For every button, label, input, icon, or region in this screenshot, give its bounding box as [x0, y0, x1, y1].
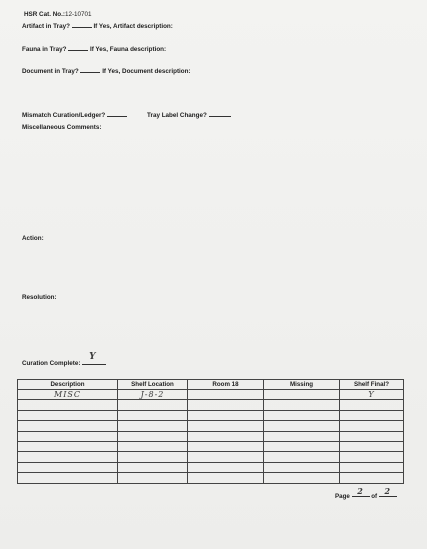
cell-room-18[interactable]	[188, 400, 264, 410]
cell-shelf-location[interactable]	[118, 410, 188, 420]
action-label: Action:	[22, 235, 44, 242]
curation-complete-row	[22, 352, 106, 367]
document-row	[22, 66, 191, 75]
cell-description[interactable]	[18, 431, 118, 441]
artifact-row	[22, 21, 173, 30]
cell-missing[interactable]	[264, 473, 340, 483]
cell-shelf-final[interactable]: Y	[340, 390, 404, 400]
total-pages: 2	[384, 486, 392, 496]
cell-shelf-final[interactable]	[340, 452, 404, 462]
cell-room-18[interactable]	[188, 473, 264, 483]
header-missing: Missing	[264, 380, 340, 390]
fauna-blank[interactable]	[68, 44, 88, 51]
fauna-label: Fauna in Tray?	[22, 46, 67, 53]
cell-description[interactable]	[18, 421, 118, 431]
cell-description[interactable]	[18, 441, 118, 451]
cell-description[interactable]	[18, 462, 118, 472]
tray-label-blank[interactable]	[209, 110, 231, 117]
of-field[interactable]	[379, 486, 397, 497]
document-label: Document in Tray?	[22, 68, 79, 75]
header-shelf-location: Shelf Location	[118, 380, 188, 390]
table-row	[18, 400, 404, 410]
catalog-value: 12-10701	[64, 11, 92, 18]
mismatch-row	[22, 110, 127, 119]
fauna-desc-label: If Yes, Fauna description:	[89, 46, 167, 53]
table-row	[18, 431, 404, 441]
cell-shelf-final[interactable]	[340, 421, 404, 431]
cell-missing[interactable]	[264, 400, 340, 410]
header-description: Description	[18, 380, 118, 390]
cell-missing[interactable]	[264, 390, 340, 400]
catalog-number	[24, 11, 92, 18]
cell-description[interactable]	[18, 410, 118, 420]
table-header-row	[18, 380, 404, 390]
table-row	[18, 421, 404, 431]
header-shelf-final: Shelf Final?	[340, 380, 404, 390]
cell-description[interactable]	[18, 400, 118, 410]
cell-shelf-final[interactable]	[340, 473, 404, 483]
cell-missing[interactable]	[264, 462, 340, 472]
cell-shelf-location[interactable]	[118, 473, 188, 483]
curation-complete-field[interactable]	[82, 352, 106, 365]
tray-label-label: Tray Label Change?	[147, 112, 207, 119]
artifact-label: Artifact in Tray?	[22, 23, 70, 30]
cell-missing[interactable]	[264, 452, 340, 462]
cell-shelf-final[interactable]	[340, 431, 404, 441]
cell-missing[interactable]	[264, 441, 340, 451]
cell-room-18[interactable]	[188, 452, 264, 462]
cell-shelf-location[interactable]	[118, 452, 188, 462]
page-footer	[335, 486, 397, 500]
table-body	[18, 390, 404, 484]
header-room-18: Room 18	[188, 380, 264, 390]
cell-room-18[interactable]	[188, 390, 264, 400]
tray-label-row	[147, 110, 231, 119]
fauna-row	[22, 44, 166, 53]
cell-shelf-final[interactable]	[340, 441, 404, 451]
page-field[interactable]	[352, 486, 370, 497]
table-row	[18, 410, 404, 420]
document-blank[interactable]	[80, 66, 100, 73]
artifact-desc-label: If Yes, Artifact description:	[93, 23, 173, 30]
cell-shelf-location[interactable]	[118, 441, 188, 451]
cell-shelf-final[interactable]	[340, 410, 404, 420]
document-desc-label: If Yes, Document description:	[102, 68, 191, 75]
cell-shelf-final[interactable]	[340, 462, 404, 472]
cell-shelf-location[interactable]	[118, 462, 188, 472]
page-label: Page	[335, 493, 350, 500]
of-label: of	[371, 493, 378, 500]
mismatch-label: Mismatch Curation/Ledger?	[22, 112, 106, 119]
cell-room-18[interactable]	[188, 410, 264, 420]
cell-description[interactable]	[18, 473, 118, 483]
table-row	[18, 452, 404, 462]
table-row	[18, 473, 404, 483]
page-number: 2	[357, 486, 364, 496]
cell-description[interactable]: MISC	[18, 390, 118, 400]
cell-missing[interactable]	[264, 431, 340, 441]
artifact-blank[interactable]	[72, 21, 92, 28]
table-row	[18, 462, 404, 472]
shelf-table	[17, 379, 404, 484]
cell-room-18[interactable]	[188, 431, 264, 441]
table-row	[18, 441, 404, 451]
resolution-label: Resolution:	[22, 294, 57, 301]
cell-shelf-location[interactable]	[118, 431, 188, 441]
curation-complete-value: Y	[89, 352, 97, 362]
cell-description[interactable]	[18, 452, 118, 462]
cell-missing[interactable]	[264, 410, 340, 420]
cell-room-18[interactable]	[188, 441, 264, 451]
cell-shelf-location[interactable]	[118, 421, 188, 431]
curation-complete-label: Curation Complete:	[22, 360, 81, 367]
catalog-label: HSR Cat. No.:	[24, 11, 65, 18]
misc-comments-label: Miscellaneous Comments:	[22, 124, 102, 131]
table-row	[18, 390, 404, 400]
cell-room-18[interactable]	[188, 462, 264, 472]
cell-missing[interactable]	[264, 421, 340, 431]
cell-shelf-final[interactable]	[340, 400, 404, 410]
mismatch-blank[interactable]	[107, 110, 127, 117]
cell-room-18[interactable]	[188, 421, 264, 431]
cell-shelf-location[interactable]: J-8-2	[118, 390, 188, 400]
cell-shelf-location[interactable]	[118, 400, 188, 410]
